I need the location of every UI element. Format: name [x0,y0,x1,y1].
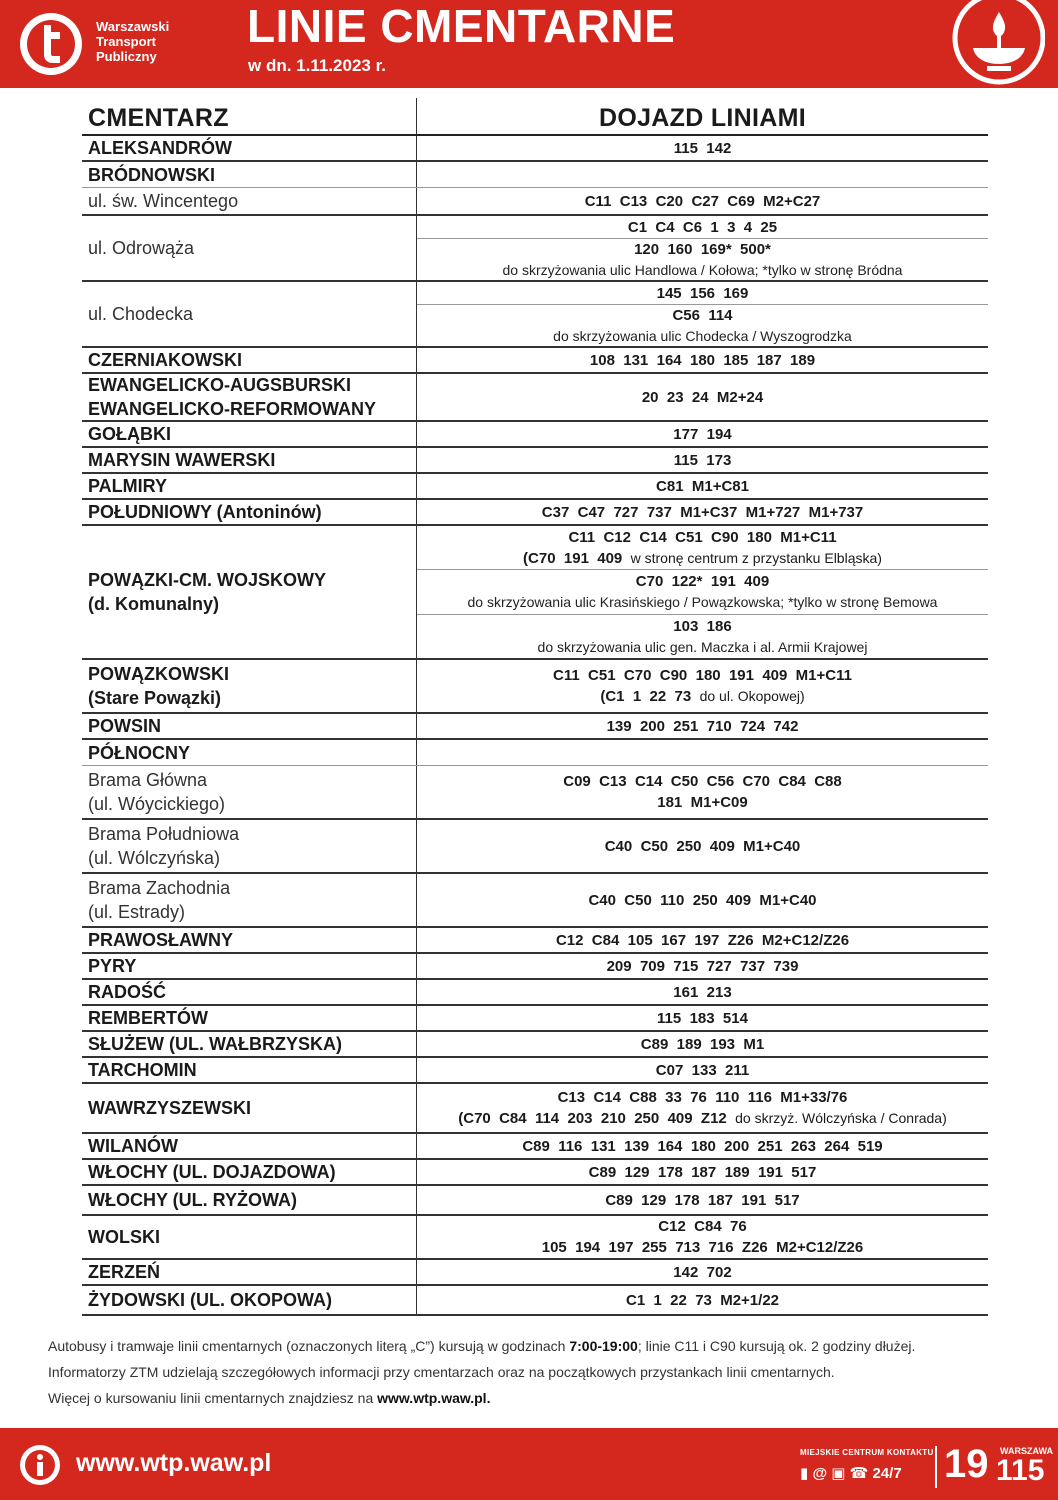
line-numbers: C1 C4 C6 1 3 4 25 [627,218,778,236]
cemetery-name [82,740,417,765]
lines-segment [417,348,988,372]
contact-number-19: 19 [944,1442,989,1486]
lines-segment [417,374,988,420]
lines-cell [417,820,988,872]
note-text: Autobusy i tramwaje linii cmentarnych (oznaczonych literą „C”) kursują w godzinach [48,1338,570,1354]
lines-cell [417,526,988,658]
table-row [82,188,988,216]
cemetery-name-line: CZERNIAKOWSKI [88,350,242,370]
route-note: do skrzyżowania ulic Handlowa / Kołowa; *tylko w stronę Bródna [502,262,903,278]
lines-cell [417,282,988,346]
cemetery-name-line: GOŁĄBKI [88,424,171,444]
cemetery-name [82,1186,417,1214]
cemetery-name-line: (ul. Estrady) [88,902,186,922]
line-numbers: C89 189 193 M1 [640,1035,765,1053]
line-numbers: C40 C50 250 409 M1+C40 [604,837,801,855]
lines-cell [417,448,988,472]
table-row [82,216,988,282]
lines-segment [417,188,988,214]
lines-cell [417,1160,988,1184]
cemetery-name [82,500,417,524]
cemetery-name [82,162,417,187]
note-line-1 [48,1333,1028,1359]
note-line-3 [48,1385,1028,1411]
cemetery-name-line: EWANGELICKO-REFORMOWANY [88,399,376,419]
table-row [82,526,988,660]
table-row [82,282,988,348]
footer-url-link[interactable]: www.wtp.waw.pl [76,1449,272,1477]
line-numbers: C07 133 211 [655,1061,750,1079]
line-numbers: 115 173 [673,451,732,469]
line-numbers: 177 194 [673,425,732,443]
line-numbers: C11 C12 C14 C51 C90 180 M1+C11 [568,528,837,546]
page-title: LINIE CMENTARNE [247,0,676,52]
cemetery-name-line: WŁOCHY (UL. DOJAZDOWA) [88,1162,336,1182]
header-bar [0,0,1058,88]
note-line-2: Informatorzy ZTM udzielają szczegółowych informacji przy cmentarzach oraz na początkowych przystankach linii cmentarnych. [48,1364,835,1380]
email-icon: @ [812,1465,828,1482]
lines-segment [417,1286,988,1314]
cemetery-name-line: (d. Komunalny) [88,594,219,614]
table-row [82,374,988,422]
cemetery-name [82,448,417,472]
table-row [82,136,988,162]
table-row [82,1160,988,1186]
cemetery-name [82,954,417,978]
line-numbers: (C1 1 22 73 [600,688,692,705]
table-row [82,474,988,500]
lines-segment [417,526,988,569]
lines-cell [417,136,988,160]
lines-segment [417,422,988,446]
lines-segment [417,1186,988,1214]
line-numbers: C89 129 178 187 189 191 517 [588,1163,817,1181]
cemetery-name [82,1084,417,1132]
lines-segment [417,304,988,346]
lines-segment [417,874,988,926]
line-numbers: C09 C13 C14 C50 C56 C70 C84 C88 [563,773,842,790]
lines-cell [417,1216,988,1258]
lines-segment [417,569,988,613]
table-row [82,1134,988,1160]
contact-hours: 24/7 [872,1465,902,1482]
wtp-logo-icon [18,11,84,77]
cemetery-name [82,216,417,280]
table-row [82,1186,988,1216]
line-numbers: C11 C51 C70 C90 180 191 409 M1+C11 [553,667,852,684]
lines-segment [417,614,988,658]
line-numbers: 145 156 169 [656,284,749,302]
lines-segment [417,740,988,765]
cemetery-name-line: (Stare Powązki) [88,688,222,708]
lines-cell [417,162,988,187]
table-header [82,98,988,136]
cemetery-name-line: WAWRZYSZEWSKI [88,1098,251,1118]
cemetery-name [82,422,417,446]
cemetery-name-line: REMBERTÓW [88,1008,208,1028]
lines-segment [417,136,988,160]
lines-segment [417,928,988,952]
line-numbers: C70 122* 191 409 [635,573,770,591]
line-numbers: C12 C84 76 [658,1218,747,1235]
cemetery-name [82,282,417,346]
lines-cell [417,1134,988,1158]
note-hours: 7:00-19:00 [569,1338,638,1354]
table-row [82,660,988,714]
cemetery-name [82,766,417,818]
contact-city: WARSZAWA [1000,1446,1053,1456]
cemetery-name [82,374,417,420]
lines-cell [417,188,988,214]
cemetery-name-line: ZERZEŃ [88,1262,160,1282]
table-row [82,980,988,1006]
line-numbers: C89 129 178 187 191 517 [605,1191,800,1209]
line-numbers-with-note [600,686,804,707]
lines-segment [417,1006,988,1030]
line-numbers: C81 M1+C81 [656,477,749,495]
contact-center-label: MIEJSKIE CENTRUM KONTAKTU [800,1448,934,1457]
cemetery-name [82,1260,417,1284]
cemetery-name-line: ALEKSANDRÓW [88,138,232,158]
lines-cell [417,954,988,978]
table-row [82,874,988,928]
lines-cell [417,348,988,372]
lines-cell [417,216,988,280]
contact-channels [800,1464,902,1482]
cemetery-name-line: ŻYDOWSKI (UL. OKOPOWA) [88,1290,332,1310]
line-numbers: C37 C47 727 737 M1+C37 M1+727 M1+737 [541,503,864,521]
line-numbers: 103 186 [673,617,732,635]
line-numbers-with-note [458,1108,947,1129]
cemetery-name [82,474,417,498]
lines-segment [417,1160,988,1184]
table-row [82,1084,988,1134]
table-row [82,740,988,766]
lines-segment [417,1260,988,1284]
cemetery-name [82,348,417,372]
lines-cell [417,474,988,498]
lines-segment [417,1058,988,1082]
line-numbers: 108 131 164 180 185 187 189 [589,351,816,369]
cemetery-name-line: BRÓDNOWSKI [88,164,215,185]
phone-icon: ▮ [800,1465,809,1482]
lines-segment [417,714,988,738]
lines-segment [417,474,988,498]
line-numbers: C40 C50 110 250 409 M1+C40 [588,891,817,909]
table-row [82,1286,988,1316]
table-row [82,1058,988,1084]
table-row [82,1216,988,1260]
grave-lamp-icon [949,0,1045,88]
cemetery-name-line: ul. Chodecka [88,304,194,324]
lines-cell [417,874,988,926]
lines-cell [417,1006,988,1030]
cemetery-name [82,1006,417,1030]
lines-segment [417,980,988,1004]
lines-cell [417,1084,988,1132]
lines-cell [417,1032,988,1056]
cemetery-name [82,820,417,872]
line-numbers: 115 183 514 [657,1009,748,1027]
cemetery-name-line: PALMIRY [88,476,167,496]
line-numbers: (C70 191 409 [523,549,623,567]
lines-segment [417,162,988,187]
cemetery-name-line: ul. św. Wincentego [88,191,239,211]
line-numbers: 209 709 715 727 737 739 [606,957,799,975]
cemetery-name-line: PYRY [88,956,137,976]
lines-cell [417,980,988,1004]
line-numbers: 139 200 251 710 724 742 [606,717,799,735]
line-numbers: (C70 C84 114 203 210 250 409 Z12 [458,1110,727,1127]
org-line: Warszawski [96,19,170,34]
line-numbers: C12 C84 105 167 197 Z26 M2+C12/Z26 [555,931,850,949]
footer-divider [935,1446,937,1488]
lines-segment [417,820,988,872]
cemetery-name [82,980,417,1004]
lines-segment [417,1084,988,1132]
lines-segment [417,1216,988,1258]
cemetery-name-line: POŁUDNIOWY (Antoninów) [88,502,322,522]
cemetery-name [82,1160,417,1184]
lines-cell [417,1058,988,1082]
cemetery-name [82,928,417,952]
lines-segment [417,282,988,304]
cemetery-name [82,1134,417,1158]
computer-icon: ▣ [831,1465,846,1482]
cemetery-name [82,1058,417,1082]
telephone-icon: ☎ [849,1465,869,1482]
footer-notes [48,1333,1028,1411]
page-subtitle: w dn. 1.11.2023 r. [248,56,386,75]
lines-cell [417,1260,988,1284]
column-header-lines: DOJAZD LINIAMI [599,104,806,132]
cemetery-name-line: POWSIN [88,716,162,736]
cemetery-name-line: TARCHOMIN [88,1060,197,1080]
table-row [82,820,988,874]
table-row [82,1032,988,1058]
cemetery-name-line: Brama Zachodnia [88,878,231,898]
line-numbers: C1 1 22 73 M2+1/22 [625,1291,780,1309]
lines-segment [417,954,988,978]
lines-segment [417,660,988,712]
line-numbers: 120 160 169* 500* [634,241,771,258]
cemetery-name [82,1032,417,1056]
line-numbers: 20 23 24 M2+24 [641,388,764,406]
table-row [82,1006,988,1032]
lines-segment [417,216,988,238]
cemetery-name-line: POWĄZKI-CM. WOJSKOWY [88,570,326,590]
contact-number-115: 115 [996,1454,1045,1487]
cemetery-name-line: PÓŁNOCNY [88,742,191,763]
route-note: w stronę centrum z przystanku Elbląska) [630,549,882,566]
lines-cell [417,740,988,765]
line-numbers: C11 C13 C20 C27 C69 M2+C27 [584,192,821,210]
lines-cell [417,660,988,712]
table-row [82,448,988,474]
org-name [96,19,169,64]
table-row [82,954,988,980]
line-numbers: C56 114 [672,307,733,324]
cemetery-name-line: MARYSIN WAWERSKI [88,450,276,470]
cemetery-name-line: SŁUŻEW (UL. WAŁBRZYSKA) [88,1034,342,1054]
org-line: Transport [96,34,156,49]
lines-cell [417,1186,988,1214]
route-note: do skrzyżowania ulic Chodecka / Wyszogrodzka [553,328,852,344]
line-numbers: 181 M1+C09 [657,794,748,811]
note-text: Więcej o kursowaniu linii cmentarnych znajdziesz na [48,1390,378,1406]
cemetery-name-line: Brama Południowa [88,824,240,844]
cemetery-name-line: Brama Główna [88,770,208,790]
lines-cell [417,928,988,952]
table-row [82,1260,988,1286]
line-numbers-with-note [523,548,882,569]
lines-cell [417,1286,988,1314]
route-note: do skrzyżowania ulic gen. Maczka i al. Armii Krajowej [537,638,868,655]
lines-cell [417,422,988,446]
table-row [82,766,988,820]
footer-bar [0,1428,1058,1500]
line-numbers: 115 142 [673,139,732,157]
route-note: do skrzyżowania ulic Krasińskiego / Powązkowska; *tylko w stronę Bemowa [467,594,938,611]
cemetery-name [82,1216,417,1258]
lines-segment [417,1134,988,1158]
table-row [82,422,988,448]
note-url-link[interactable]: www.wtp.waw.pl. [377,1390,491,1406]
table-row [82,714,988,740]
cemetery-name-line: WOLSKI [88,1227,160,1247]
line-numbers: 142 702 [673,1263,732,1281]
cemetery-name [82,526,417,658]
line-numbers: C13 C14 C88 33 76 110 116 M1+33/76 [557,1089,848,1106]
lines-cell [417,500,988,524]
line-numbers: 105 194 197 255 713 716 Z26 M2+C12/Z26 [541,1239,864,1256]
cemetery-table [82,98,988,1316]
info-icon [18,1443,62,1487]
route-note: do skrzyż. Wólczyńska / Conrada) [735,1110,947,1126]
cemetery-name-line: ul. Odrowąża [88,238,195,258]
cemetery-name [82,1286,417,1314]
cemetery-name [82,136,417,160]
cemetery-name-line: EWANGELICKO-AUGSBURSKI [88,375,352,395]
lines-cell [417,374,988,420]
cemetery-name [82,874,417,926]
lines-segment [417,448,988,472]
lines-segment [417,238,988,280]
table-row [82,162,988,188]
column-header-cemetery: CMENTARZ [82,98,417,134]
table-row [82,348,988,374]
table-body [82,136,988,1316]
route-note: do ul. Okopowej) [699,688,805,704]
cemetery-name [82,660,417,712]
table-row [82,928,988,954]
cemetery-name [82,188,417,214]
cemetery-name-line: (ul. Wólczyńska) [88,848,221,868]
lines-segment [417,1032,988,1056]
line-numbers: 161 213 [673,983,732,1001]
cemetery-name [82,714,417,738]
cemetery-name-line: POWĄZKOWSKI [88,664,229,684]
line-numbers: C89 116 131 139 164 180 200 251 263 264 519 [522,1137,883,1155]
cemetery-name-line: WILANÓW [88,1136,178,1156]
cemetery-name-line: WŁOCHY (UL. RYŻOWA) [88,1190,297,1210]
lines-cell [417,766,988,818]
org-line: Publiczny [96,49,157,64]
lines-cell [417,714,988,738]
table-row [82,500,988,526]
note-text: ; linie C11 i C90 kursują ok. 2 godziny dłużej. [637,1338,916,1354]
cemetery-name-line: (ul. Wóycickiego) [88,794,226,814]
cemetery-name-line: RADOŚĆ [88,982,167,1002]
lines-segment [417,766,988,818]
lines-segment [417,500,988,524]
cemetery-name-line: PRAWOSŁAWNY [88,930,234,950]
